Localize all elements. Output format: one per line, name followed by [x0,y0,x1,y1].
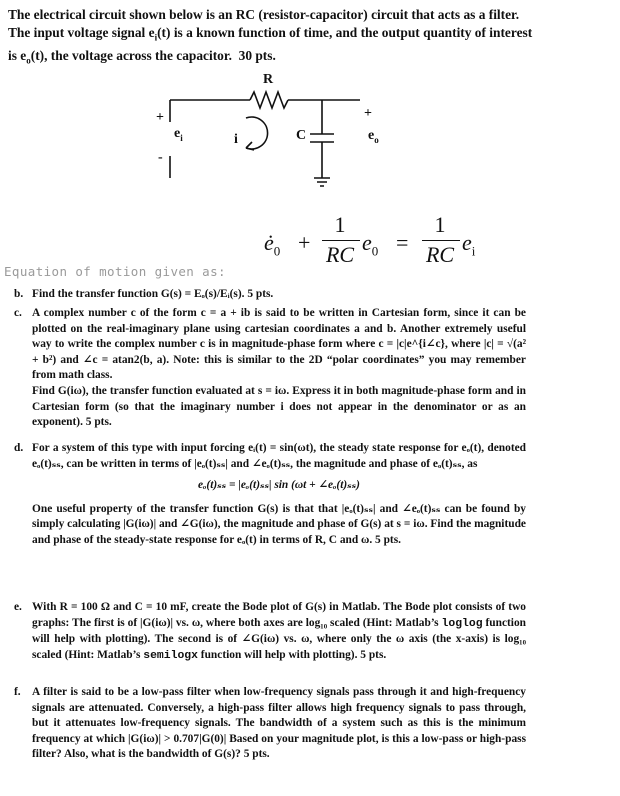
intro-points: 30 pts. [238,47,276,63]
part-e-label: e. [14,601,22,613]
loglog-code: loglog [441,617,483,630]
eq-frac1-den: RC [325,242,355,267]
part-d [14,441,526,549]
resistor-label: R [263,72,274,87]
input-plus: + [156,110,164,125]
equation-note: Equation of motion given as: [4,264,226,279]
capacitor-label: C [296,128,307,143]
part-f [14,685,526,763]
part-f-label: f. [14,686,21,698]
intro-line-3: is $e_o(t)$, the voltage across the capacitor. 30 pts. [8,47,276,66]
output-voltage-label: $e_o$ [368,128,379,145]
ground-symbol [314,178,330,186]
part-b-label: b. [14,288,24,300]
part-c-paragraph-2: Find G(iω), the transfer function evaluated at s = iω. Express it in both magnitude-phase form and in Cartesian form (so that the imaginary number i does not appear in the denominator or as an exponent). 5 pts. [32,384,526,429]
part-c-label: c. [14,307,22,319]
part-d-paragraph-1: For a system of this type with input forcing eᵢ(t) = sin(ωt), the steady state response for eₒ(t), denoted eₒ(t)ₛₛ, can be written in terms of |eₒ(t)ₛₛ| and ∠eₒ(t)ₛₛ, the magnitude and phase of eₒ(t)ₛₛ, as [32,442,526,470]
part-c-paragraph-1: A complex number c of the form c = a + ib is said to be written in Cartesian form, since it can be plotted on the real-imaginary plane using cartesian coordinates a and b. Another extremely useful way to write the complex number c is in magnitude-phase form where c = |c|e^{i∠c}, where |c| = √(a² + b²) and ∠c = atan2(b, a). Note: this is similar to the 2D “polar coordinates” you may remember from math class. [32,307,526,382]
eq-lhs-term: $ė_0$ [264,230,281,259]
input-voltage-label: $e_i$ [174,126,183,143]
intro-line-2: The input voltage signal $e_i(t)$ is a known function of time, and the output quantity of interest [8,25,533,43]
part-c [14,306,526,431]
part-d-label: d. [14,442,24,454]
eq-plus: + [298,230,311,255]
semilogx-code: semilogx [143,649,198,662]
intro-line-1: The electrical circuit shown below is an RC (resistor-capacitor) circuit that acts as a filter. [8,7,520,22]
part-d-equation: eₒ(t)ₛₛ = |eₒ(t)ₛₛ| sin (ωt + ∠eₒ(t)ₛₛ) [198,479,360,492]
eq-equals: = [396,230,409,255]
eq-mid-term: $e_0$ [362,230,379,259]
eq-rhs-term: $e_i$ [462,230,476,259]
part-b-text: Find the transfer function G(s) = Eₒ(s)/Eᵢ(s). 5 pts. [32,288,274,300]
resistor-symbol [250,92,288,108]
eq-frac2-num: 1 [434,212,446,237]
part-b [14,287,526,303]
output-plus: + [364,106,372,121]
input-minus: - [158,150,163,165]
part-e-text: With R = 100 Ω and C = 10 mF, create the Bode plot of G(s) in Matlab. The Bode plot consists of two graphs: The first is of |G(iω)| vs. ω, where both axes are log₁₀ scaled (Hint: Matlab’s loglog function will help with plotting). The second is of ∠G(iω) vs. ω, where only the ω axis (the x-axis) is log₁₀ scaled (Hint: Matlab’s semilogx function will help with plotting). 5 pts. [32,601,526,662]
eq-frac2-den: RC [425,242,455,267]
equation-of-motion [258,210,508,272]
problem-intro [8,6,614,69]
rc-circuit-diagram [150,70,410,210]
part-f-text: A filter is said to be a low-pass filter when low-frequency signals pass through it and high-frequency signals are attenuated. Conversely, a high-pass filter allows high frequency signals to pass through, but it attenuates low-frequency signals. The bandwidth of a system such as this is the minimum frequency at which |G(iω)| > 0.707|G(0)| Based on your magnitude plot, is this a low-pass or high-pass filter? Also, what is the bandwidth of G(s)? 5 pts. [32,686,526,761]
eq-frac1-num: 1 [334,212,346,237]
part-d-paragraph-2: One useful property of the transfer function G(s) is that that |eₒ(t)ₛₛ| and ∠eₒ(t)ₛₛ can be found by simply calculating |G(iω)| and ∠G(iω), the magnitude and phase of G(s) at s = iω. Find the magnitude and phase of the steady-state response for eₒ(t) in terms of R, C and ω. 5 pts. [32,502,526,546]
part-e [14,600,526,664]
current-label: i [234,132,238,147]
